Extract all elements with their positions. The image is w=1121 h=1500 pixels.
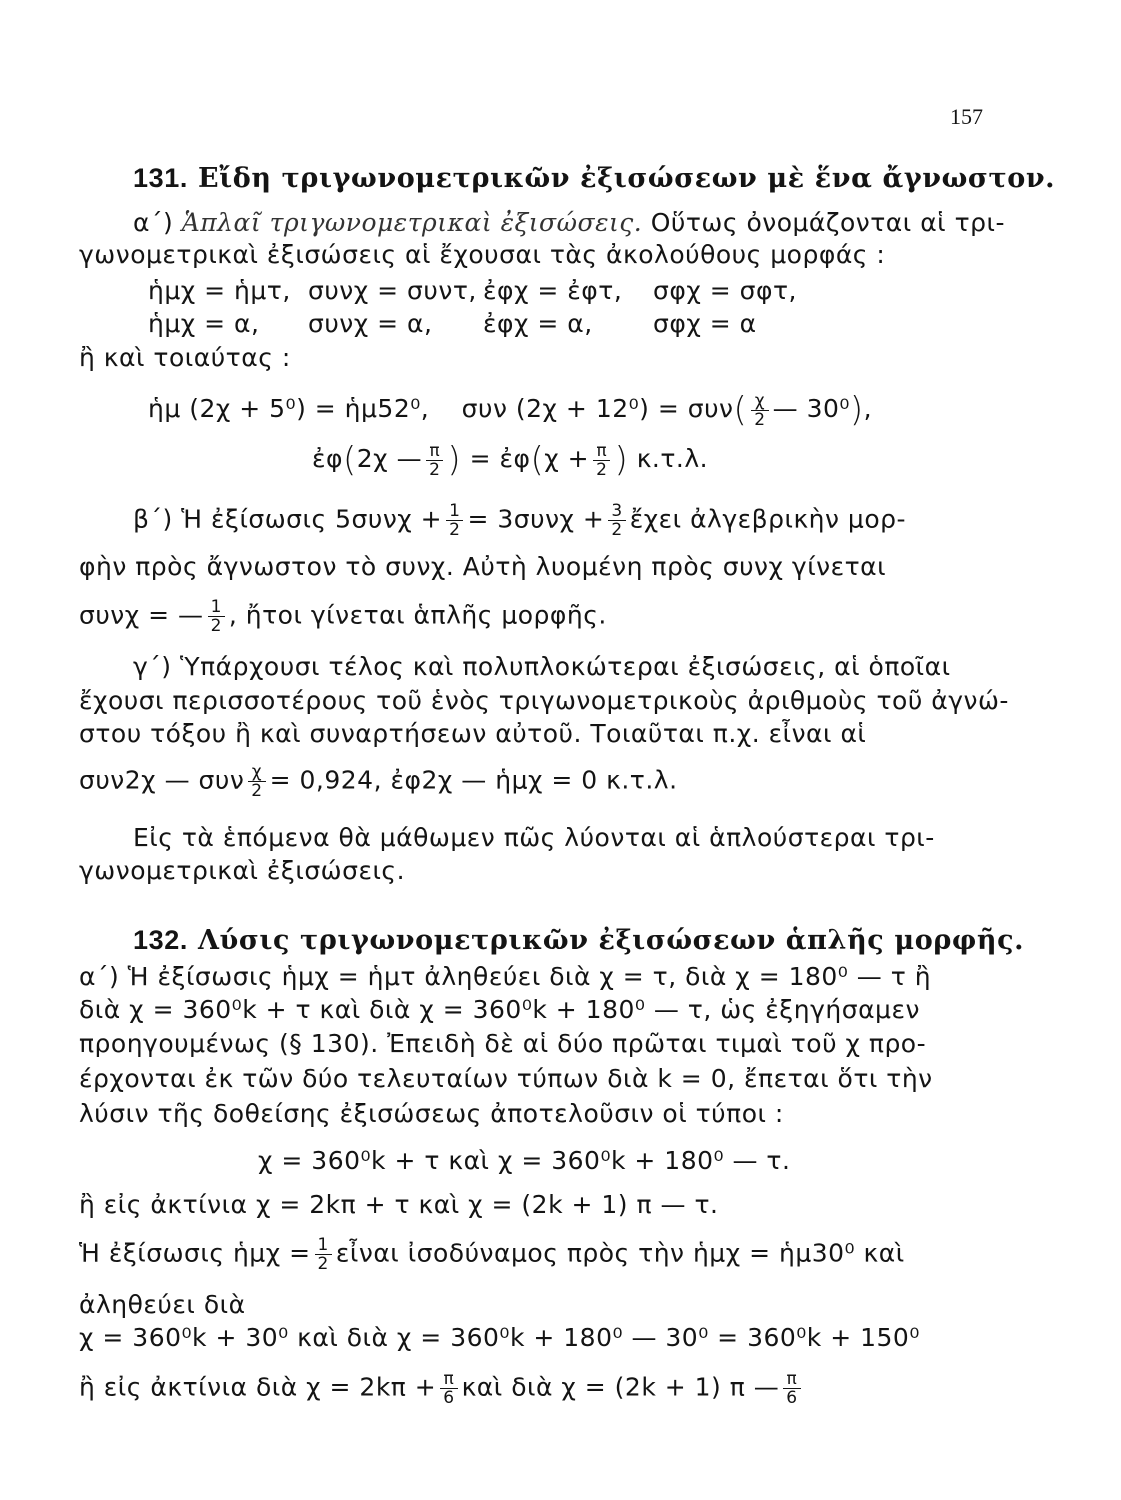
fraction-1-over-2: $\frac{1}{2}$ bbox=[446, 502, 463, 539]
section-132-heading bbox=[133, 925, 1024, 956]
eq-cot-a: σφχ = α bbox=[653, 309, 757, 338]
s132-formula-degrees: χ = 360⁰k + τ καὶ χ = 360⁰k + 180⁰ — τ. bbox=[258, 1146, 791, 1175]
paren-close: ) bbox=[849, 390, 864, 430]
b-text: β΄) Ἡ ἐξίσωσις 5συνχ + bbox=[133, 504, 443, 534]
section-132-number: 132. bbox=[133, 925, 188, 955]
paragraph-b-line-3 bbox=[79, 598, 607, 635]
fraction-1-over-2-l8: $\frac{1}{2}$ bbox=[315, 1236, 332, 1273]
eq-cot: σφχ = σφτ, bbox=[653, 276, 797, 305]
ex1-tail: — 30⁰ bbox=[772, 394, 850, 423]
b-tail: ἔχει ἀλγεβρικὴν μορ- bbox=[629, 504, 907, 534]
s132-line-9: ἀληθεύει διὰ bbox=[79, 1290, 246, 1319]
fraction-pi-over-2b: $\frac{\pi}{2}$ bbox=[593, 442, 610, 479]
s132-line-1: α΄) Ἡ ἐξίσωσις ἡμχ = ἡμτ ἀληθεύει διὰ χ = τ, διὰ χ = 180⁰ — τ ἢ bbox=[79, 962, 932, 991]
b3-cos: συνχ = — bbox=[79, 600, 204, 630]
fraction-pi-over-2: $\frac{\pi}{2}$ bbox=[426, 442, 443, 479]
fraction-1-over-2-b: $\frac{1}{2}$ bbox=[208, 598, 225, 635]
equation-row-2 bbox=[148, 309, 757, 338]
ex2-arg1: 2χ — bbox=[356, 444, 423, 473]
eq-cos: συνχ = συντ, bbox=[308, 276, 477, 305]
section-131-number: 131. bbox=[133, 163, 188, 193]
ex2-etc: κ.τ.λ. bbox=[636, 444, 709, 473]
ex2-tan: ἐφ bbox=[312, 444, 344, 473]
s132-line-3: προηγουμένως (§ 130). Ἐπειδὴ δὲ αἱ δύο πρῶται τιμαὶ τοῦ χ προ- bbox=[79, 1029, 927, 1058]
l8-a: Ἡ ἐξίσωσις ἡμχ = bbox=[79, 1238, 311, 1268]
paragraph-c-line-3: στου τόξου ἢ καὶ συναρτήσεων αὐτοῦ. Τοιαῦται π.χ. εἶναι αἱ bbox=[79, 719, 867, 748]
example-equation-2: ἐφ(2χ — $\frac{\pi}{2}$ ) = ἐφ(χ + $\frac{\pi}{2}$ ) κ.τ.λ. bbox=[312, 440, 709, 480]
paragraph-b-line-2: φὴν πρὸς ἄγνωστον τὸ συνχ. Αὐτὴ λυομένη πρὸς συνχ γίνεται bbox=[79, 552, 887, 581]
paragraph-c-line-1: γ΄) Ὑπάρχουσι τέλος καὶ πολυπλοκώτεραι ἐξισώσεις, αἱ ὁποῖαι bbox=[133, 652, 951, 681]
fraction-3-over-2: $\frac{3}{2}$ bbox=[608, 502, 625, 539]
paragraph-d-line-2: γωνομετρικαὶ ἐξισώσεις. bbox=[79, 856, 406, 885]
eq-cos-a: συνχ = α, bbox=[308, 309, 433, 338]
s132-formula-radians: ἢ εἰς ἀκτίνια χ = 2kπ + τ καὶ χ = (2k + 1) π — τ. bbox=[79, 1190, 719, 1219]
l11-b: καὶ διὰ χ = (2k + 1) π — bbox=[461, 1372, 780, 1402]
or-such-line: ἢ καὶ τοιαύτας : bbox=[79, 343, 291, 372]
fraction-x-over-2-c: $\frac{\chi}{2}$ bbox=[248, 763, 265, 800]
paragraph-a-line-1 bbox=[133, 208, 1005, 237]
example-equation-1: ἡμ (2χ + 5⁰) = ἡμ52⁰, συν (2χ + 12⁰) = συν( $\frac{\chi}{2}$ — 30⁰), bbox=[148, 390, 873, 430]
ex2-arg2: χ + bbox=[544, 444, 590, 473]
equation-row-1 bbox=[148, 276, 797, 305]
paragraph-c-line-2: ἔχουσι περισσοτέρους τοῦ ἑνὸς τριγωνομετρικοὺς ἀριθμοὺς τοῦ ἀγνώ- bbox=[79, 686, 1009, 715]
s132-line-2: διὰ χ = 360⁰k + τ καὶ διὰ χ = 360⁰k + 180⁰ — τ, ὡς ἐξηγήσαμεν bbox=[79, 995, 920, 1024]
page-number: 157 bbox=[950, 104, 983, 129]
fraction-x-over-2: $\frac{\chi}{2}$ bbox=[751, 392, 768, 429]
eq-tan: ἐφχ = ἐφτ, bbox=[483, 276, 623, 305]
paragraph-d-line-1: Εἰς τὰ ἑπόμενα θὰ μάθωμεν πῶς λύονται αἱ ἁπλούστεραι τρι- bbox=[133, 823, 935, 852]
paragraph-c-equation bbox=[79, 763, 678, 800]
c-eq-a: συν2χ — συν bbox=[79, 765, 245, 795]
ex1-cos: συν (2χ + 12⁰) = συν bbox=[461, 394, 734, 423]
ex1-sin: ἡμ (2χ + 5⁰) = ἡμ52⁰, bbox=[148, 394, 430, 423]
paren-open: ( bbox=[733, 390, 748, 430]
italic-term: Ἁπλαῖ τριγωνομετρικαὶ ἐξισώσεις. bbox=[181, 208, 643, 237]
eq-sin: ἡμχ = ἡμτ, bbox=[148, 276, 291, 305]
l11-a: ἢ εἰς ἀκτίνια διὰ χ = 2kπ + bbox=[79, 1372, 437, 1402]
eq-tan-a: ἐφχ = α, bbox=[483, 309, 593, 338]
eq-sin-a: ἡμχ = α, bbox=[148, 309, 260, 338]
text-run: Οὕτως ὀνομάζονται αἱ τρι- bbox=[650, 208, 1005, 237]
item-label-a: α΄) bbox=[133, 208, 174, 237]
section-132-title: Λύσις τριγωνομετρικῶν ἐξισώσεων ἁπλῆς μορφῆς. bbox=[197, 925, 1025, 956]
c-eq-b: = 0,924, ἐφ2χ — ἡμχ = 0 κ.τ.λ. bbox=[269, 765, 678, 795]
section-131-title: Εἴδη τριγωνομετρικῶν ἐξισώσεων μὲ ἕνα ἄγνωστον. bbox=[197, 163, 1056, 194]
l8-b: εἶναι ἰσοδύναμος πρὸς τὴν ἡμχ = ἡμ30⁰ καὶ bbox=[335, 1238, 905, 1268]
paragraph-b-line-1 bbox=[133, 502, 906, 539]
b-mid: = 3συνχ + bbox=[467, 504, 605, 534]
fraction-pi-over-6-b: $\frac{\pi}{6}$ bbox=[783, 1370, 800, 1407]
s132-line-8 bbox=[79, 1236, 905, 1273]
s132-line-4: έρχονται ἐκ τῶν δύο τελευταίων τύπων διὰ k = 0, ἔπεται ὅτι τὴν bbox=[79, 1064, 933, 1093]
fraction-pi-over-6: $\frac{\pi}{6}$ bbox=[440, 1370, 457, 1407]
s132-line-11 bbox=[79, 1370, 805, 1407]
ex2-equals-tan: = ἐφ bbox=[469, 444, 531, 473]
s132-line-5: λύσιν τῆς δοθείσης ἐξισώσεως ἀποτελοῦσιν οἱ τύποι : bbox=[79, 1099, 784, 1128]
s132-line-10: χ = 360⁰k + 30⁰ καὶ διὰ χ = 360⁰k + 180⁰ — 30⁰ = 360⁰k + 150⁰ bbox=[79, 1323, 920, 1352]
b3-tail: , ἤτοι γίνεται ἁπλῆς μορφῆς. bbox=[228, 600, 607, 630]
paragraph-a-line-2: γωνομετρικαὶ ἐξισώσεις αἱ ἔχουσαι τὰς ἀκολούθους μορφάς : bbox=[79, 240, 886, 269]
section-131-heading bbox=[133, 163, 1055, 194]
